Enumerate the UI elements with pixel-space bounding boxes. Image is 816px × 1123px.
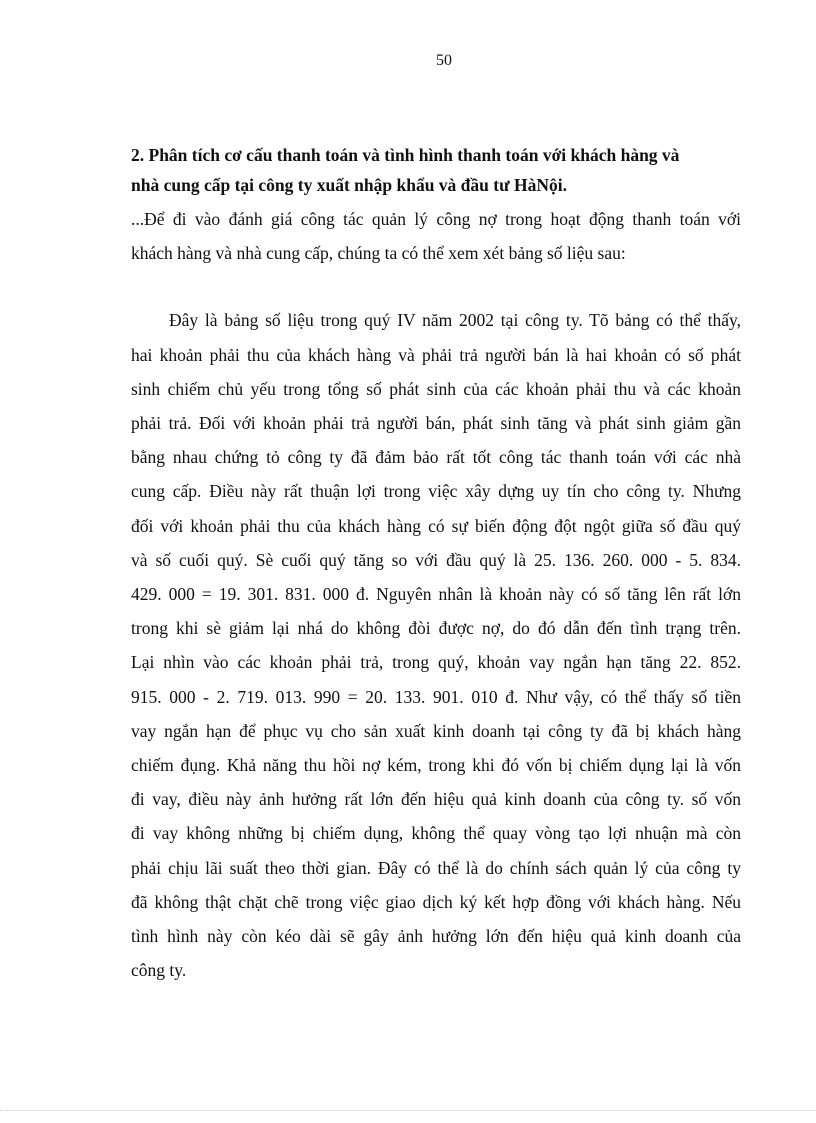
page-bottom-border bbox=[0, 1110, 816, 1111]
paragraph-line: phải trả. Đối với khoản phải trả người bán, phát sinh tăng và phát sinh giảm gần bbox=[131, 413, 741, 434]
paragraph-line: Lại nhìn vào các khoản phải trả, trong quý, khoản vay ngắn hạn tăng 22. 852. bbox=[131, 652, 741, 673]
paragraph-line: công ty. bbox=[131, 960, 187, 981]
paragraph-line: chiếm đụng. Khả năng thu hồi nợ kém, trong khi đó vốn bị chiếm dụng lại là vốn bbox=[131, 755, 741, 776]
paragraph-line: đối với khoản phải thu của khách hàng có sự biến động đột ngột giữa số đầu quý bbox=[131, 515, 741, 536]
paragraph-line: đi vay không những bị chiếm dụng, không thể quay vòng tạo lợi nhuận mà còn bbox=[131, 823, 741, 844]
paragraph-line: phải chịu lãi suất theo thời gian. Đây có thể là do chính sách quản lý của công ty bbox=[131, 857, 741, 878]
paragraph-line: khách hàng và nhà cung cấp, chúng ta có thể xem xét bảng số liệu sau: bbox=[131, 243, 626, 264]
paragraph-line: hai khoản phải thu của khách hàng và phải trả người bán là hai khoản có số phát bbox=[131, 344, 741, 365]
heading-line: 2. Phân tích cơ cấu thanh toán và tình hình thanh toán với khách hàng và bbox=[131, 145, 680, 165]
paragraph-line: và số cuối quý. Sè cuối quý tăng so với đầu quý là 25. 136. 260. 000 - 5. 834. bbox=[131, 549, 741, 570]
paragraph-line: ...Để đi vào đánh giá công tác quản lý công nợ trong hoạt động thanh toán với bbox=[131, 209, 741, 229]
paragraph-line: cung cấp. Điều này rất thuận lợi trong việc xây dựng uy tín cho công ty. Nhưng bbox=[131, 481, 741, 502]
intro-paragraph bbox=[131, 202, 741, 270]
heading-line: nhà cung cấp tại công ty xuất nhập khẩu và đầu tư HàNội. bbox=[131, 175, 567, 195]
paragraph-line: 915. 000 - 2. 719. 013. 990 = 20. 133. 901. 010 đ. Như vậy, có thể thấy số tiền bbox=[131, 686, 741, 707]
paragraph-line: bằng nhau chứng tỏ công ty đã đảm bảo rất tốt công tác thanh toán với các nhà bbox=[131, 447, 741, 468]
paragraph-line: sinh chiếm chủ yếu trong tổng số phát sinh của các khoản phải thu và các khoản bbox=[131, 378, 741, 399]
paragraph-line: tình hình này còn kéo dài sẽ gây ảnh hưởng lớn đến hiệu quả kinh doanh của bbox=[131, 926, 741, 947]
paragraph-line: vay ngắn hạn để phục vụ cho sản xuất kinh doanh tại công ty đã bị khách hàng bbox=[131, 720, 741, 741]
paragraph-line: trong khi sè giảm lại nhá do không đòi được nợ, do đó dẫn đến tình trạng trên. bbox=[131, 618, 741, 639]
paragraph-line: đã không thật chặt chẽ trong việc giao dịch ký kết hợp đồng với khách hàng. Nếu bbox=[131, 891, 741, 912]
analysis-paragraph bbox=[131, 303, 741, 987]
paragraph-line: đi vay, điều này ảnh hưởng rất lớn đến hiệu quả kinh doanh của công ty. số vốn bbox=[131, 789, 741, 810]
page-number: 50 bbox=[436, 52, 452, 69]
paragraph-line: Đây là bảng số liệu trong quý IV năm 2002 tại công ty. Tõ bảng có thể thấy, bbox=[169, 310, 741, 331]
document-body bbox=[131, 140, 741, 987]
section-heading bbox=[131, 140, 741, 200]
paragraph-line: 429. 000 = 19. 301. 831. 000 đ. Nguyên nhân là khoản này có số tăng lên rất lớn bbox=[131, 584, 741, 605]
